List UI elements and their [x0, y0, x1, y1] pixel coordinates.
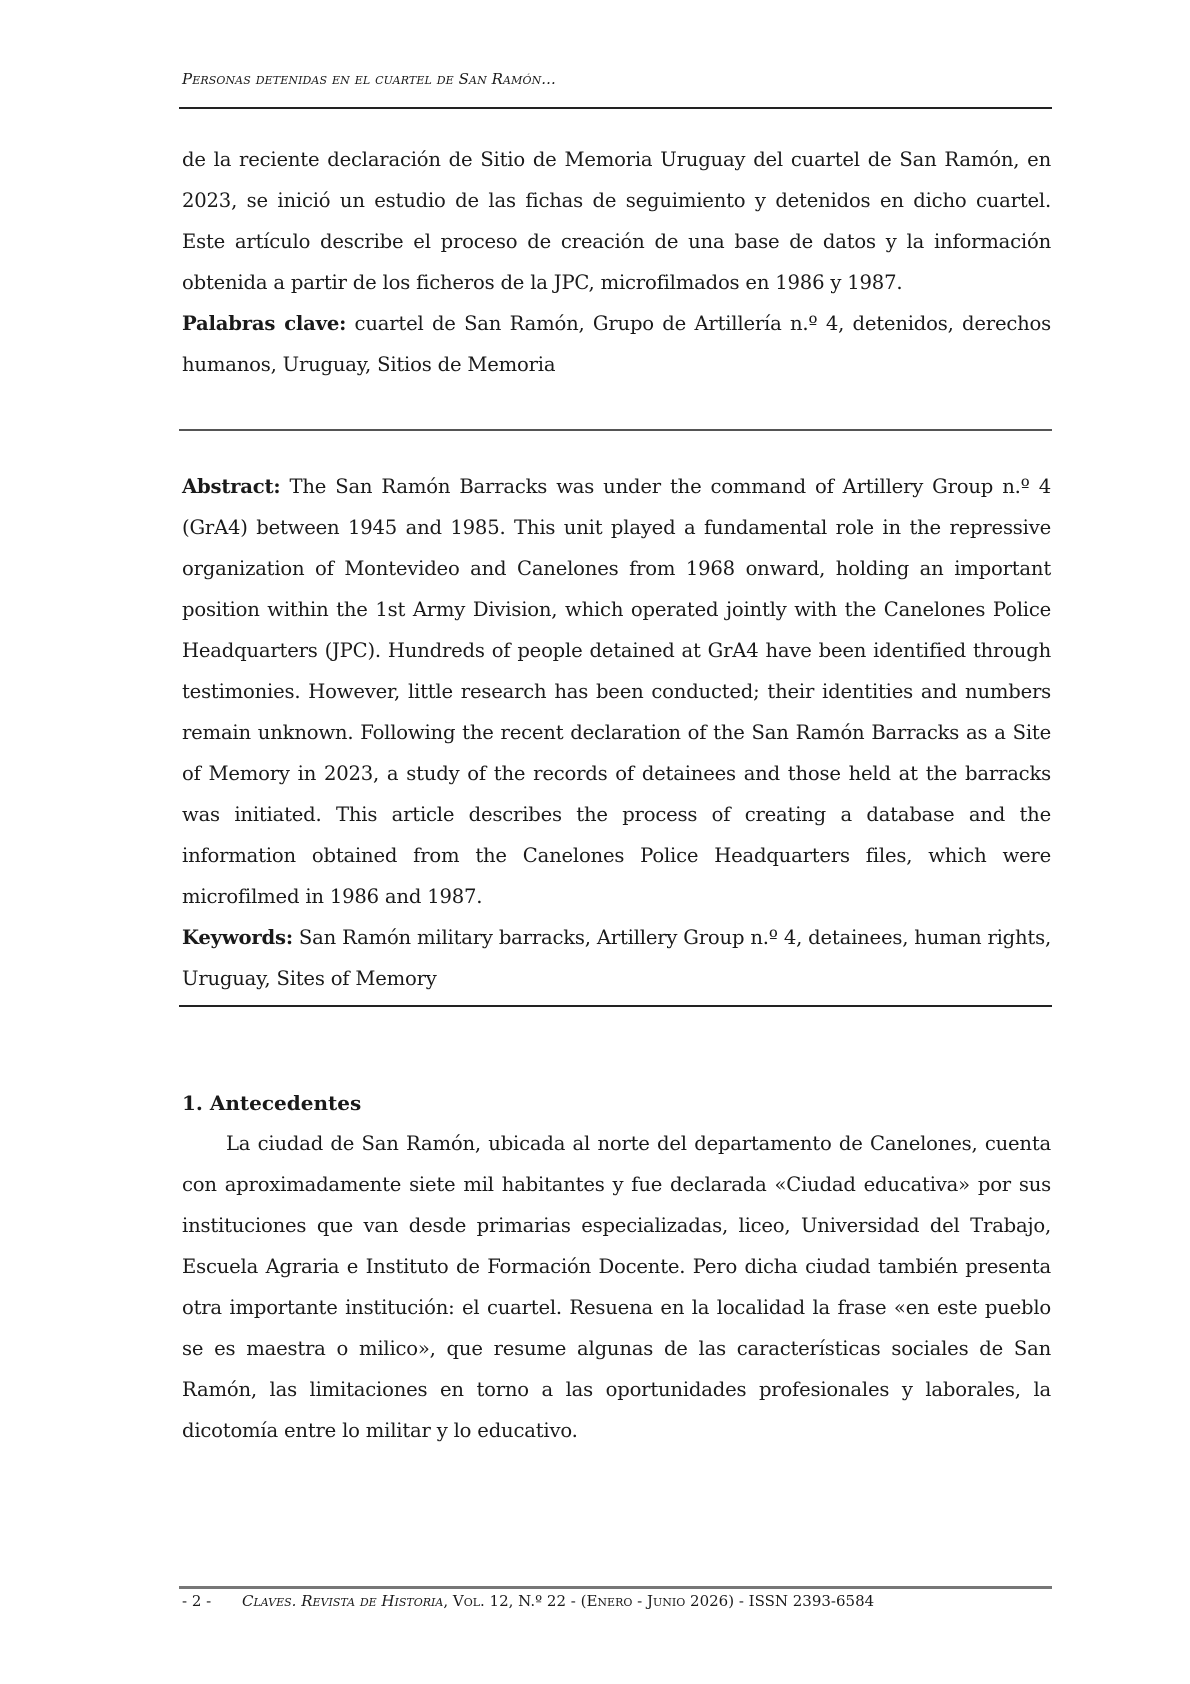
resumen-text: de la reciente declaración de Sitio de Memoria Uruguay del cuartel de San Ramón, en 2023, se inició un estudio de las fichas de seguimiento y detenidos en dicho cuartel. Este artículo describe el proceso de creación de una base de datos y la información obtenida a partir de los ficheros de la JPC, microfilmados en 1986 y 1987. — [182, 148, 1051, 294]
section-heading: 1. Antecedentes — [182, 1091, 362, 1115]
footer-rule — [179, 1586, 1052, 1589]
header-rule — [179, 107, 1052, 109]
page-footer — [182, 1592, 874, 1610]
keywords-list: San Ramón military barracks, Artillery Group n.º 4, detainees, human rights, Uruguay, Sites of Memory — [182, 926, 1051, 990]
keywords — [182, 917, 1051, 999]
section-paragraph: La ciudad de San Ramón, ubicada al norte del departamento de Canelones, cuenta con aproximadamente siete mil habitantes y fue declarada «Ciudad educativa» por sus instituciones que van desde primarias especializadas, liceo, Universidad del Trabajo, Escuela Agraria e Instituto de Formación Docente. Pero dicha ciudad también presenta otra importante institución: el cuartel. Resuena en la localidad la frase «en este pueblo se es maestra o milico», que resume algunas de las características sociales de San Ramón, las limitaciones en torno a las oportunidades profesionales y laborales, la dicotomía entre lo militar y lo educativo. — [182, 1132, 1051, 1442]
palabras-clave-list: cuartel de San Ramón, Grupo de Artillería n.º 4, detenidos, derechos humanos, Uruguay, Sitios de Memoria — [182, 312, 1051, 376]
resumen-continuation — [182, 139, 1051, 385]
running-header: Personas detenidas en el cuartel de San Ramón... — [182, 70, 556, 88]
palabras-clave-label: Palabras clave: — [182, 312, 347, 335]
abstract-label: Abstract: — [182, 475, 281, 498]
abstract-bottom-rule — [179, 1005, 1052, 1007]
section-body — [182, 1123, 1051, 1451]
abstract-text: The San Ramón Barracks was under the command of Artillery Group n.º 4 (GrA4) between 1945 and 1985. This unit played a fundamental role in the repressive organization of Montevideo and Canelones from 1968 onward, holding an important position within the 1st Army Division, which operated jointly with the Canelones Police Headquarters (JPC). Hundreds of people detained at GrA4 have been identified through testimonies. However, little research has been conducted; their identities and numbers remain unknown. Following the recent declaration of the San Ramón Barracks as a Site of Memory in 2023, a study of the records of detainees and those held at the barracks was initiated. This article describes the process of creating a database and the information obtained from the Canelones Police Headquarters files, which were microfilmed in 1986 and 1987. — [182, 475, 1051, 908]
abstract-top-rule — [179, 429, 1052, 431]
journal-title: Claves. Revista de Historia — [242, 1592, 444, 1610]
volume-info: , Vol. 12, N.º 22 - (Enero - Junio 2026) - ISSN 2393-6584 — [443, 1592, 875, 1610]
palabras-clave — [182, 303, 1051, 385]
page-number: - 2 - — [182, 1592, 212, 1610]
abstract-paragraph — [182, 466, 1051, 917]
abstract-block — [182, 466, 1051, 999]
keywords-label: Keywords: — [182, 926, 293, 949]
